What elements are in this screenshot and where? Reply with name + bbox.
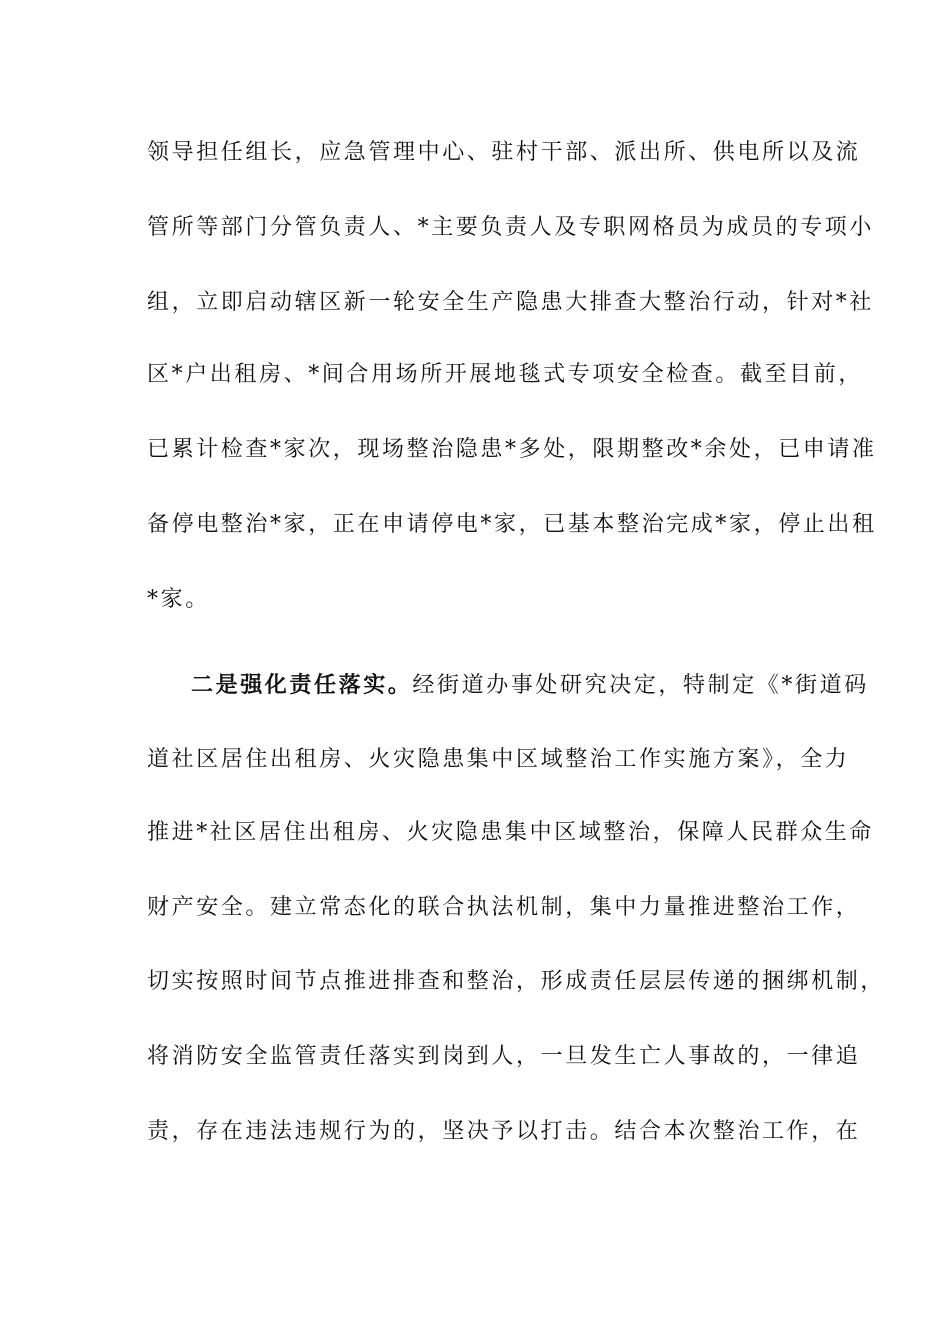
paragraph-1-line-5: 已累计检查*家次，现场整治隐患*多处，限期整改*余处，已申请准 (147, 437, 877, 462)
paragraph-2-line-3: 推进*社区居住出租房、火灾隐患集中区域整治，保障人民群众生命 (147, 820, 875, 845)
paragraph-1-line-2: 管所等部门分管负责人、*主要负责人及专职网格员为成员的专项小 (147, 215, 875, 240)
paragraph-2-line-1-text: 经街道办事处研究决定，特制定《*街道码 (412, 673, 869, 698)
paragraph-2-line-4: 财产安全。建立常态化的联合执法机制，集中力量推进整治工作， (147, 895, 861, 920)
paragraph-1-line-3: 组，立即启动辖区新一轮安全生产隐患大排查大整治行动，针对*社 (147, 290, 875, 315)
paragraph-2-heading: 二是强化责任落实。 (191, 672, 413, 698)
paragraph-2-line-6: 将消防安全监管责任落实到岗到人，一旦发生亡人事故的，一律追 (147, 1044, 861, 1069)
paragraph-1-line-1: 领导担任组长，应急管理中心、驻村干部、派出所、供电所以及流 (147, 140, 861, 165)
paragraph-1-line-7: *家。 (147, 587, 210, 612)
paragraph-2-line-5: 切实按照时间节点推进排查和整治，形成责任层层传递的捆绑机制， (147, 969, 886, 994)
paragraph-1-line-4: 区*户出租房、*间合用场所开展地毯式专项安全检查。截至目前， (147, 362, 864, 387)
paragraph-1-line-6: 备停电整治*家，正在申请停电*家，已基本整治完成*家，停止出租 (147, 512, 877, 537)
paragraph-2-line-7: 责，存在违法违规行为的，坚决予以打击。结合本次整治工作，在 (147, 1119, 861, 1144)
paragraph-2-line-1 (191, 665, 869, 705)
paragraph-2-line-2: 道社区居住出租房、火灾隐患集中区域整治工作实施方案》，全力 (147, 747, 850, 772)
